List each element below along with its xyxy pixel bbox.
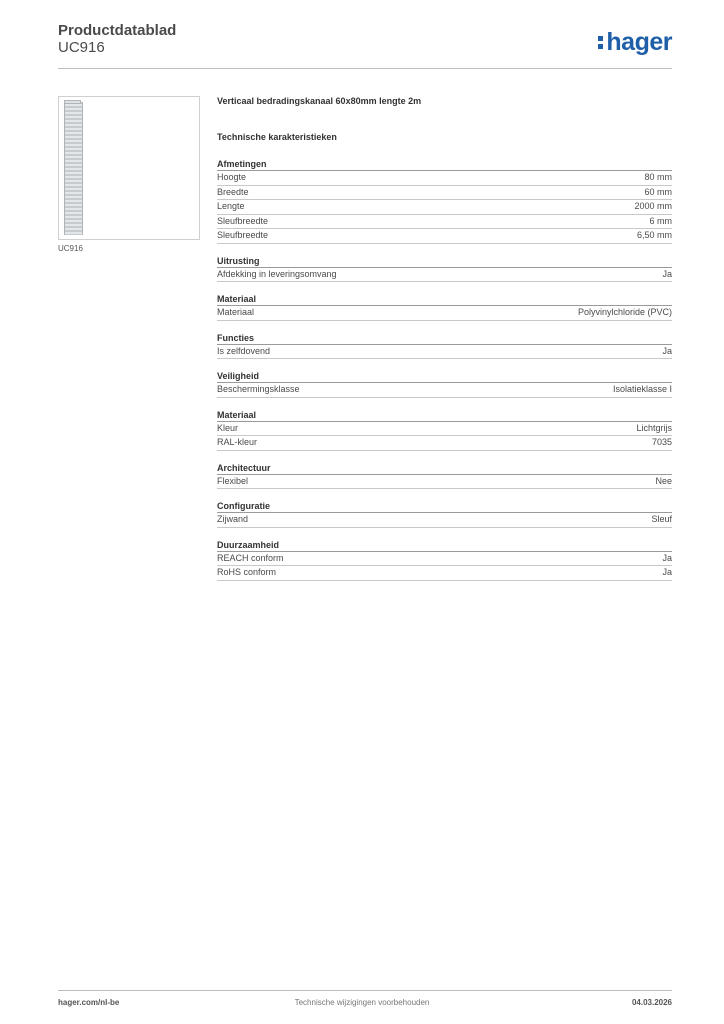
- spec-value: Ja: [662, 268, 672, 279]
- spec-group: [217, 500, 672, 528]
- spec-row: [217, 229, 672, 244]
- spec-group: [217, 539, 672, 581]
- footer-divider: [58, 990, 672, 991]
- spec-group-title: Architectuur: [217, 462, 672, 475]
- spec-group: [217, 158, 672, 244]
- spec-value: 6,50 mm: [636, 230, 672, 240]
- spec-value: Lichtgrijs: [636, 422, 672, 433]
- spec-group-title: Duurzaamheid: [217, 539, 672, 552]
- spec-group: [217, 332, 672, 360]
- spec-value: Sleuf: [651, 514, 672, 524]
- product-name: Verticaal bedradingskanaal 60x80mm lengte 2m: [217, 96, 422, 106]
- spec-heading: Technische karakteristieken: [217, 132, 337, 142]
- spec-label: Materiaal: [217, 307, 255, 317]
- spec-row: [217, 268, 672, 283]
- logo-colon-icon: [598, 28, 605, 50]
- spec-label: Sleufbreedte: [217, 215, 269, 226]
- spec-value: 60 mm: [644, 186, 672, 197]
- spec-value: 2000 mm: [634, 201, 672, 211]
- spec-group-title: Functies: [217, 332, 672, 345]
- spec-group-title: Veiligheid: [217, 370, 672, 383]
- spec-label: REACH conform: [217, 552, 284, 563]
- wiring-channel-image: [64, 102, 83, 235]
- spec-row: [217, 475, 672, 490]
- spec-row: [217, 306, 672, 321]
- spec-label: Kleur: [217, 422, 239, 433]
- spec-row: [217, 215, 672, 230]
- spec-group: [217, 370, 672, 398]
- spec-label: Sleufbreedte: [217, 230, 269, 240]
- wiring-channel-top: [64, 100, 81, 104]
- spec-row: [217, 186, 672, 201]
- page-header: [58, 20, 672, 70]
- spec-value: Isolatieklasse I: [612, 384, 672, 394]
- spec-label: Lengte: [217, 201, 245, 211]
- spec-label: Flexibel: [217, 475, 249, 486]
- footer-website[interactable]: hager.com/nl-be: [58, 998, 120, 1007]
- spec-label: Afdekking in leveringsomvang: [217, 268, 337, 279]
- spec-value: 6 mm: [649, 215, 672, 226]
- spec-group: [217, 293, 672, 321]
- spec-value: Ja: [662, 345, 672, 356]
- spec-label: RAL-kleur: [217, 437, 258, 447]
- spec-label: Zijwand: [217, 514, 249, 524]
- spec-row: [217, 422, 672, 437]
- spec-value: Polyvinylchloride (PVC): [577, 307, 672, 317]
- spec-content: [217, 96, 672, 581]
- hager-logo: [598, 28, 672, 57]
- spec-group-title: Uitrusting: [217, 255, 672, 268]
- product-code: UC916: [58, 39, 105, 56]
- spec-group-title: Materiaal: [217, 409, 672, 422]
- spec-row: [217, 171, 672, 186]
- spec-row: [217, 436, 672, 451]
- spec-row: [217, 345, 672, 360]
- spec-value: Ja: [662, 567, 672, 577]
- spec-group-title: Afmetingen: [217, 158, 672, 171]
- spec-group-title: Materiaal: [217, 293, 672, 306]
- footer-disclaimer: Technische wijzigingen voorbehouden: [294, 998, 430, 1007]
- header-divider: [58, 68, 672, 69]
- logo-text: hager: [606, 28, 672, 56]
- spec-label: RoHS conform: [217, 567, 277, 577]
- spec-row: [217, 552, 672, 567]
- spec-groups: [217, 158, 672, 581]
- spec-group: [217, 462, 672, 490]
- footer-date: 04.03.2026: [631, 998, 672, 1007]
- spec-value: 7035: [651, 437, 672, 447]
- spec-group: [217, 255, 672, 283]
- product-image: [58, 96, 200, 240]
- document-title: Productdatablad: [58, 22, 177, 39]
- spec-row: [217, 513, 672, 528]
- spec-label: Is zelfdovend: [217, 345, 271, 356]
- spec-row: [217, 383, 672, 398]
- spec-group: [217, 409, 672, 451]
- spec-label: Hoogte: [217, 172, 247, 182]
- product-image-caption: UC916: [58, 244, 83, 253]
- spec-value: Nee: [655, 475, 672, 486]
- spec-row: [217, 200, 672, 215]
- spec-label: Beschermingsklasse: [217, 384, 300, 394]
- spec-row: [217, 566, 672, 581]
- spec-value: Ja: [662, 552, 672, 563]
- spec-value: 80 mm: [644, 172, 672, 182]
- spec-label: Breedte: [217, 186, 249, 197]
- spec-group-title: Configuratie: [217, 500, 672, 513]
